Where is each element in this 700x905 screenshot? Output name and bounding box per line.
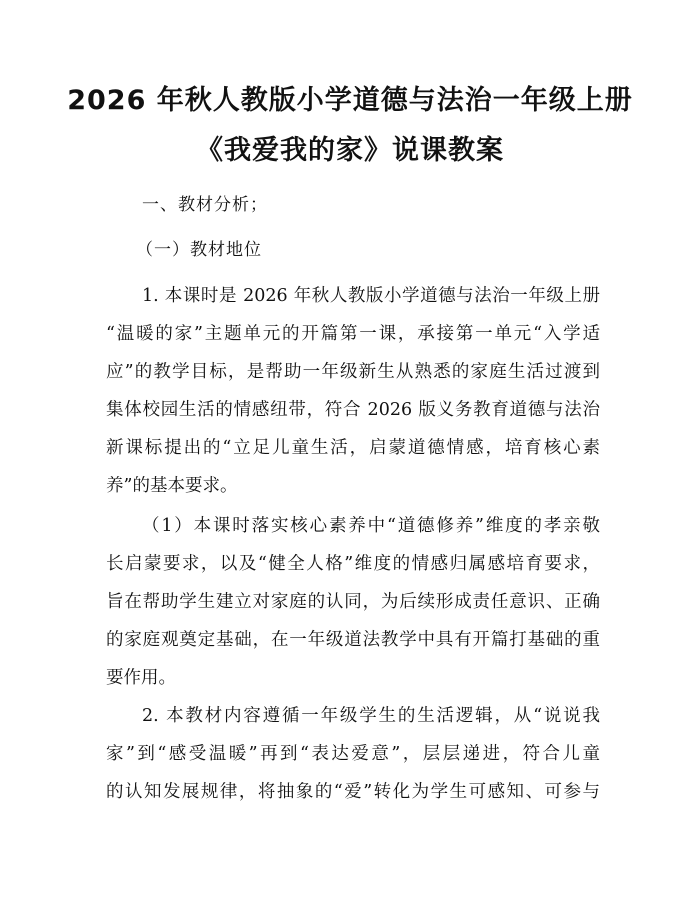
paragraph-line: 养”的基本要求。	[106, 476, 238, 496]
paragraph-line: 的认知发展规律，将抽象的“爱”转化为学生可感知、可参与	[106, 782, 600, 802]
paragraph-line: 的家庭观奠定基础，在一年级道法教学中具有开篇打基础的重	[106, 630, 600, 650]
paragraph-line: 集体校园生活的情感纽带，符合 2026 版义务教育道德与法治	[106, 400, 600, 420]
paragraph-1	[106, 277, 600, 505]
paragraph-line: 长启蒙要求，以及“健全人格”维度的情感归属感培育要求，	[106, 554, 600, 574]
paragraph-line: 旨在帮助学生建立对家庭的认同，为后续形成责任意识、正确	[106, 592, 600, 612]
document-title-line-2: 《我爱我的家》说课教案	[196, 135, 504, 166]
paragraph-line: （1）本课时落实核心素养中“道德修养”维度的孝亲敬	[142, 516, 600, 536]
paragraph-line: 2. 本教材内容遵循一年级学生的生活逻辑，从“说说我	[142, 706, 600, 726]
document-title-line-1: 2026 年秋人教版小学道德与法治一年级上册	[67, 85, 633, 116]
paragraph-line: 1. 本课时是 2026 年秋人教版小学道德与法治一年级上册	[142, 286, 600, 306]
paragraph-line: “温暖的家”主题单元的开篇第一课，承接第一单元“入学适	[106, 324, 600, 344]
paragraph-line: 家”到“感受温暖”再到“表达爱意”，层层递进，符合儿童	[106, 744, 600, 764]
subsection-heading: （一）教材地位	[136, 240, 262, 260]
paragraph-line: 新课标提出的“立足儿童生活，启蒙道德情感，培育核心素	[106, 438, 600, 458]
paragraph-line: 要作用。	[106, 668, 176, 688]
section-heading: 一、教材分析；	[142, 195, 268, 215]
paragraph-line: 应”的教学目标，是帮助一年级新生从熟悉的家庭生活过渡到	[106, 362, 600, 382]
paragraph-2	[106, 507, 600, 697]
paragraph-3	[106, 697, 600, 811]
